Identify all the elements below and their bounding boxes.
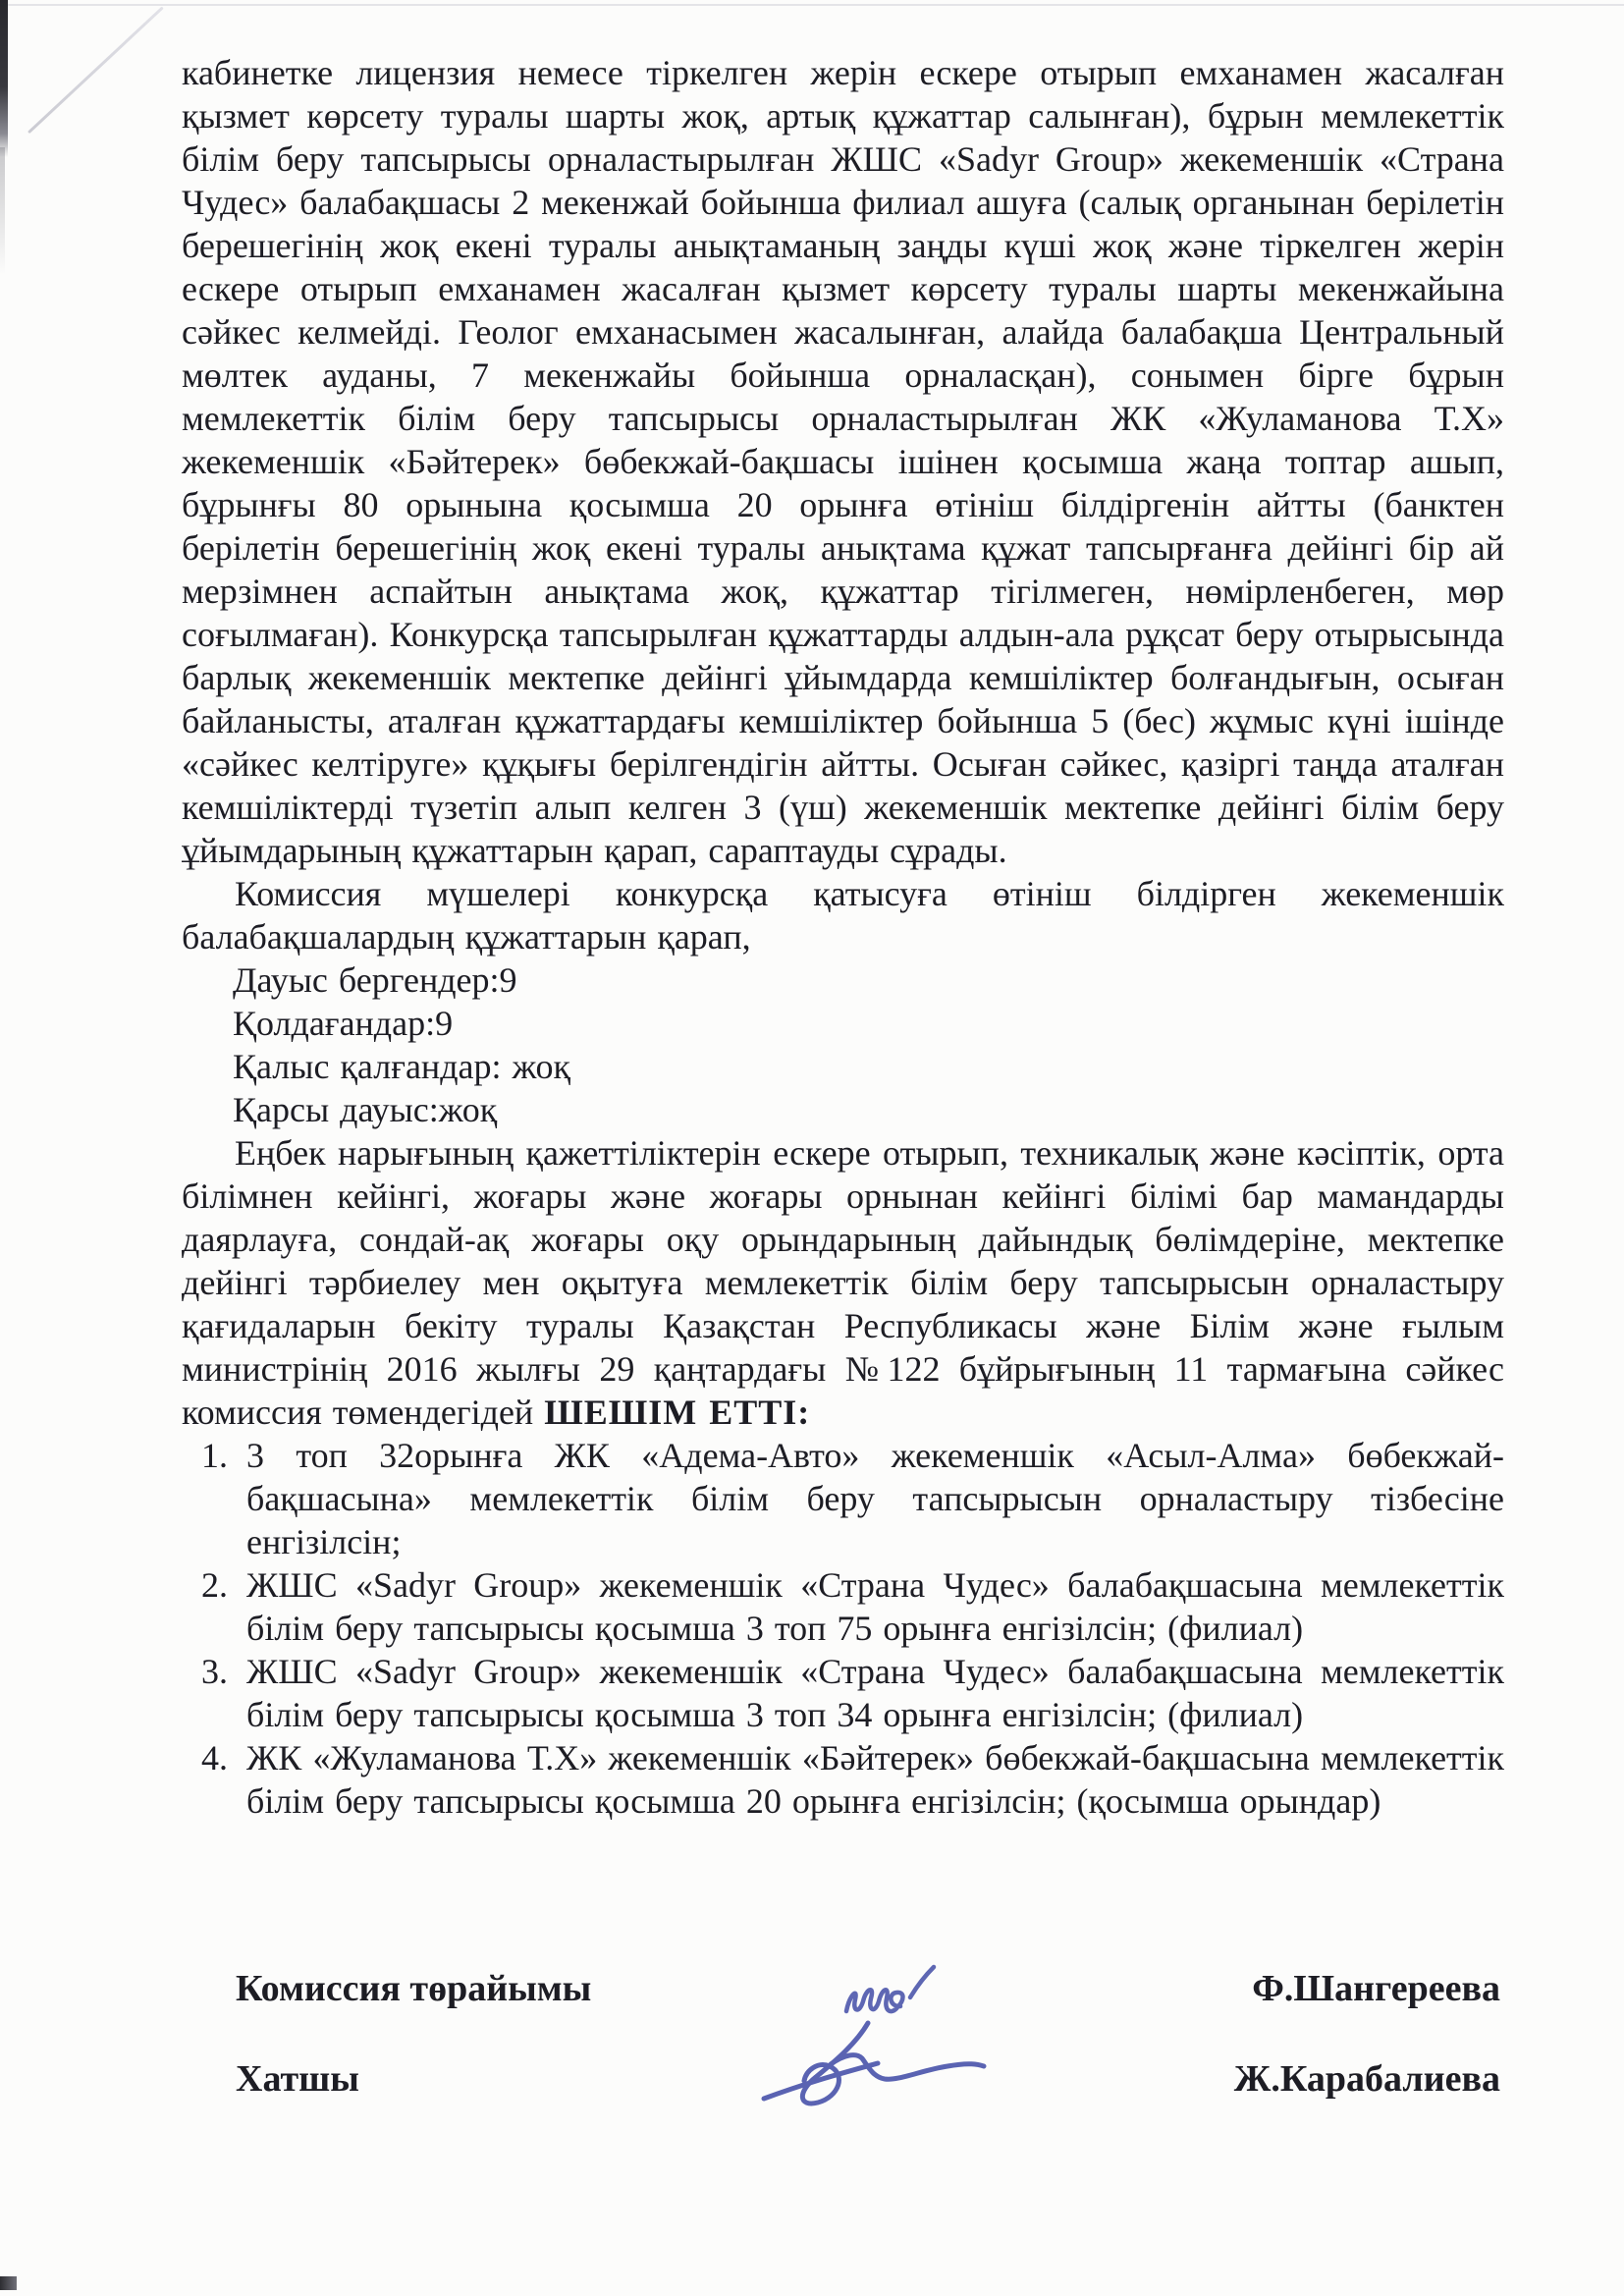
- signer-name: Ф.Шангереева: [1252, 1968, 1500, 2009]
- decision-item-number: 1.: [201, 1436, 228, 1475]
- decision-item-text: 3 топ 32орынға ЖК «Адема-Авто» жекеменшік «Асыл-Алма» бөбекжай-бақшасына» мемлекеттік білім беру тапсырысын орналастыру тізбесіне енгізілсін;: [246, 1436, 1504, 1561]
- paragraph-continuation: кабинетке лицензия немесе тіркелген жерін ескере отырып емханамен жасалған қызмет көрсету туралы шарты жоқ, артық құжаттар салынған), бұрын мемлекеттік білім беру тапсырысы орналастырылған ЖШС «Sadyr Group» жекеменшік «Страна Чудес» балабақшасы 2 мекенжай бойынша филиал ашуға (салық органынан берілетін берешегінің жоқ екені туралы анықтаманың заңды күші жоқ және тіркелген жерін ескере отырып емханамен жасалған қызмет көрсету туралы шарты мекенжайына сәйкес келмейді. Геолог емханасымен жасалынған, алайда балабақша Центральный мөлтек ауданы, 7 мекенжайы бойынша орналасқан), сонымен бірге бұрын мемлекеттік білім беру тапсырысы орналастырылған ЖК «Жуламанова Т.Х» жекеменшік «Бәйтерек» бөбекжай-бақшасы ішінен қосымша жаңа топтар ашып, бұрынғы 80 орынына қосымша 20 орынға өтініш білдіргенін айтты (банктен берілетін берешегінің жоқ екені туралы анықтама құжат тапсырғанға дейінгі бір ай мерзімнен аспайтын анықтама жоқ, құжаттар тігілмеген, нөмірленбеген, мөр соғылмаған). Конкурсқа тапсырылған құжаттарды алдын-ала рұқсат беру отырысында барлық жекеменшік мектепке дейінгі ұйымдарда кемшіліктер болғандығын, осыған байланысты, аталған құжаттардағы кемшіліктер бойынша 5 (бес) жұмыс күні ішінде «сәйкес келтіруге» құқығы берілгендігін айтты. Осыған сәйкес, қазіргі таңда аталған кемшіліктерді түзетіп алып келген 3 (үш) жекеменшік мектепке дейінгі білім беру ұйымдарының құжаттарын қарап, сараптауды сұрады.: [182, 53, 1504, 870]
- scan-left-edge-fade: [0, 147, 5, 275]
- decision-item-number: 3.: [201, 1652, 228, 1691]
- decision-item: [201, 1563, 1504, 1650]
- decision-list: [182, 1434, 1504, 1823]
- decision-item-text: ЖШС «Sadyr Group» жекеменшік «Страна Чудес» балабақшасына мемлекеттік білім беру тапсырысы қосымша 3 топ 34 орынға енгізілсін; (филиал): [246, 1652, 1504, 1734]
- decision-item: [201, 1434, 1504, 1563]
- scan-corner-mark: [0, 2276, 17, 2290]
- document-text-block: [182, 51, 1504, 1823]
- scan-top-edge-line: [0, 4, 1624, 6]
- signer-name: Ж.Карабалиева: [1233, 2058, 1500, 2100]
- resolution-keyword: ШЕШІМ ЕТТІ:: [544, 1393, 811, 1432]
- decision-item-number: 2.: [201, 1565, 228, 1605]
- scan-scratch-mark: [27, 6, 164, 134]
- scan-left-edge-artifact: [0, 0, 8, 157]
- signer-role: Комиссия төрайымы: [236, 1968, 592, 2009]
- decision-item: [201, 1736, 1504, 1823]
- decision-item: [201, 1650, 1504, 1736]
- signer-role: Хатшы: [236, 2058, 359, 2100]
- decision-item-text: ЖШС «Sadyr Group» жекеменшік «Страна Чудес» балабақшасына мемлекеттік білім беру тапсырысы қосымша 3 топ 75 орынға енгізілсін; (филиал): [246, 1565, 1504, 1648]
- vote-line-against: Қарсы дауыс:жоқ: [233, 1090, 498, 1129]
- decision-item-text: ЖК «Жуламанова Т.Х» жекеменшік «Бәйтерек» бөбекжай-бақшасына мемлекеттік білім беру тапсырысы қосымша 20 орынға енгізілсін; (қосымша орындар): [246, 1738, 1504, 1821]
- vote-line-for: Қолдағандар:9: [233, 1004, 454, 1043]
- vote-line-abstained: Қалыс қалғандар: жоқ: [233, 1047, 570, 1086]
- paragraph-resolution: [182, 1131, 1504, 1434]
- vote-line-voted: Дауыс бергендер:9: [233, 960, 517, 1000]
- decision-item-number: 4.: [201, 1738, 228, 1777]
- resolution-intro-text: Еңбек нарығының қажеттіліктерін ескере отырып, техникалық және кәсіптік, орта білімнен кейінгі, жоғары және жоғары орнынан кейінгі білімі бар мамандарды даярлауға, сондай-ақ жоғары оқу орындарының дайындық бөлімдеріне, мектепке дейінгі тәрбиелеу мен оқытуға мемлекеттік білім беру тапсырысын орналастыру қағидаларын бекіту туралы Қазақстан Республикасы және Білім және ғылым министрінің 2016 жылғы 29 қаңтардағы №122 бұйрығының 11 тармағына сәйкес комиссия төмендегідей: [182, 1133, 1504, 1432]
- signature-ink-secretary: [729, 1976, 1033, 2138]
- paragraph-commission: Комиссия мүшелері конкурсқа қатысуға өтініш білдірген жекеменшік балабақшалардың құжаттарын қарап,: [182, 874, 1504, 957]
